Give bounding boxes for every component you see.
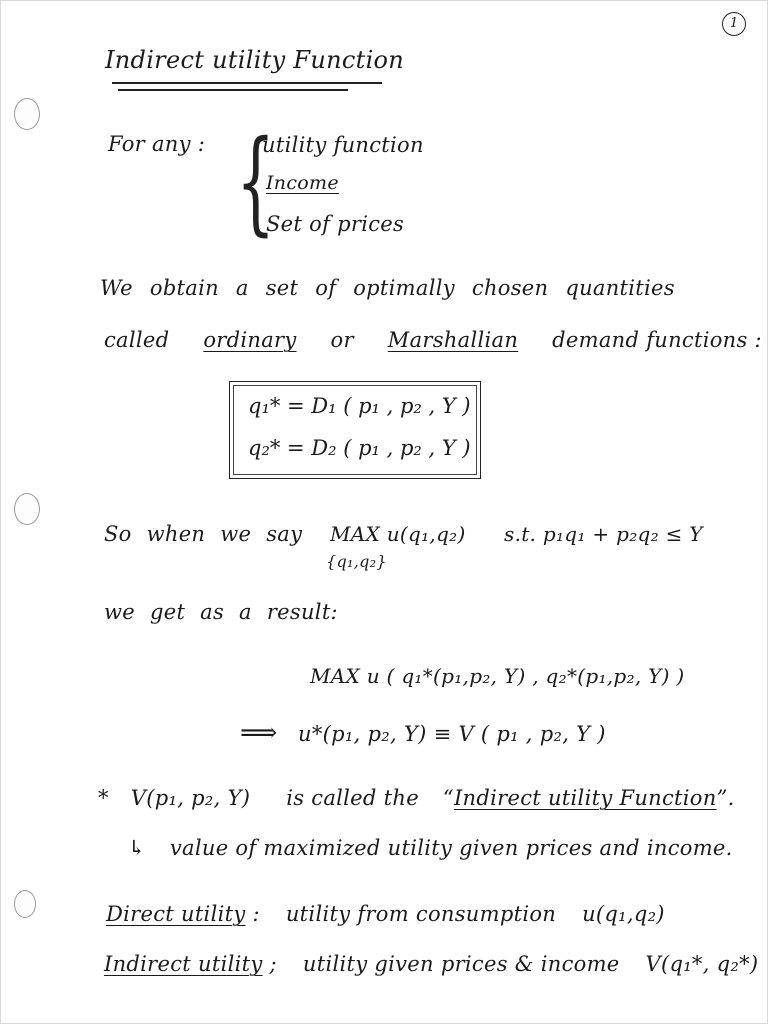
result-expression: MAX u ( q₁*(p₁,p₂, Y) , q₂*(p₁,p₂, Y) )	[310, 664, 685, 688]
title-underline-2	[118, 89, 348, 91]
binder-hole-middle	[14, 493, 40, 525]
list-item-utility-function: utility function	[262, 133, 424, 157]
sentence-line-1: We obtain a set of optimally chosen quantities	[100, 276, 675, 300]
term-indirect-utility-function: Indirect utility Function	[453, 786, 717, 810]
equation-q2: q₂* = D₂ ( p₁ , p₂ , Y )	[248, 436, 471, 460]
or-text: or	[330, 328, 354, 352]
direct-colon: :	[252, 902, 260, 926]
demand-functions-text: demand functions :	[552, 328, 762, 352]
implies-arrow: ⟹	[240, 718, 278, 748]
open-quote: “	[442, 786, 454, 810]
hook-arrow-icon: ↳	[128, 836, 146, 860]
definition-line	[98, 786, 735, 810]
close-quote: ”.	[716, 786, 735, 810]
result-lead: we get as a result:	[104, 600, 338, 624]
page-number: 1	[722, 12, 746, 36]
called-text: called	[104, 328, 170, 352]
list-item-income: Income	[266, 172, 339, 194]
indirect-text: utility given prices & income	[302, 952, 620, 976]
list-item-prices: Set of prices	[266, 212, 405, 236]
page-title: Indirect utility Function	[105, 46, 405, 74]
direct-utility-line	[106, 902, 665, 926]
term-marshallian: Marshallian	[387, 328, 519, 352]
equation-q1: q₁* = D₁ ( p₁ , p₂ , Y )	[248, 394, 471, 418]
sentence-line-2	[104, 328, 762, 352]
indirect-utility-line	[104, 952, 758, 976]
demand-equations-box	[229, 381, 481, 479]
direct-expression: u(q₁,q₂)	[582, 902, 665, 926]
title-underline-1	[112, 82, 382, 84]
explanation-line	[128, 836, 733, 860]
so-when-we-say: So when we say	[104, 522, 303, 546]
indirect-expression: V(q₁*, q₂*)	[645, 952, 759, 976]
v-symbol: V(p₁, p₂, Y)	[130, 786, 251, 810]
term-direct-utility: Direct utility	[106, 902, 246, 926]
for-any-label: For any :	[108, 132, 206, 156]
direct-text: utility from consumption	[285, 902, 557, 926]
max-objective: MAX u(q₁,q₂)	[330, 522, 466, 546]
is-called-the: is called the	[286, 786, 419, 810]
binder-hole-bottom	[14, 890, 36, 918]
term-indirect-utility: Indirect utility	[104, 952, 263, 976]
indirect-utility-identity: u*(p₁, p₂, Y) ≡ V ( p₁ , p₂, Y )	[298, 722, 606, 746]
budget-constraint: s.t. p₁q₁ + p₂q₂ ≤ Y	[504, 522, 703, 546]
star-marker: *	[98, 786, 109, 810]
term-ordinary: ordinary	[203, 328, 297, 352]
curly-brace: {	[236, 117, 276, 247]
explanation-text: value of maximized utility given prices and income.	[169, 836, 733, 860]
binder-hole-top	[14, 98, 40, 130]
indirect-colon: ;	[269, 952, 277, 976]
choice-set: {q₁,q₂}	[326, 552, 387, 571]
